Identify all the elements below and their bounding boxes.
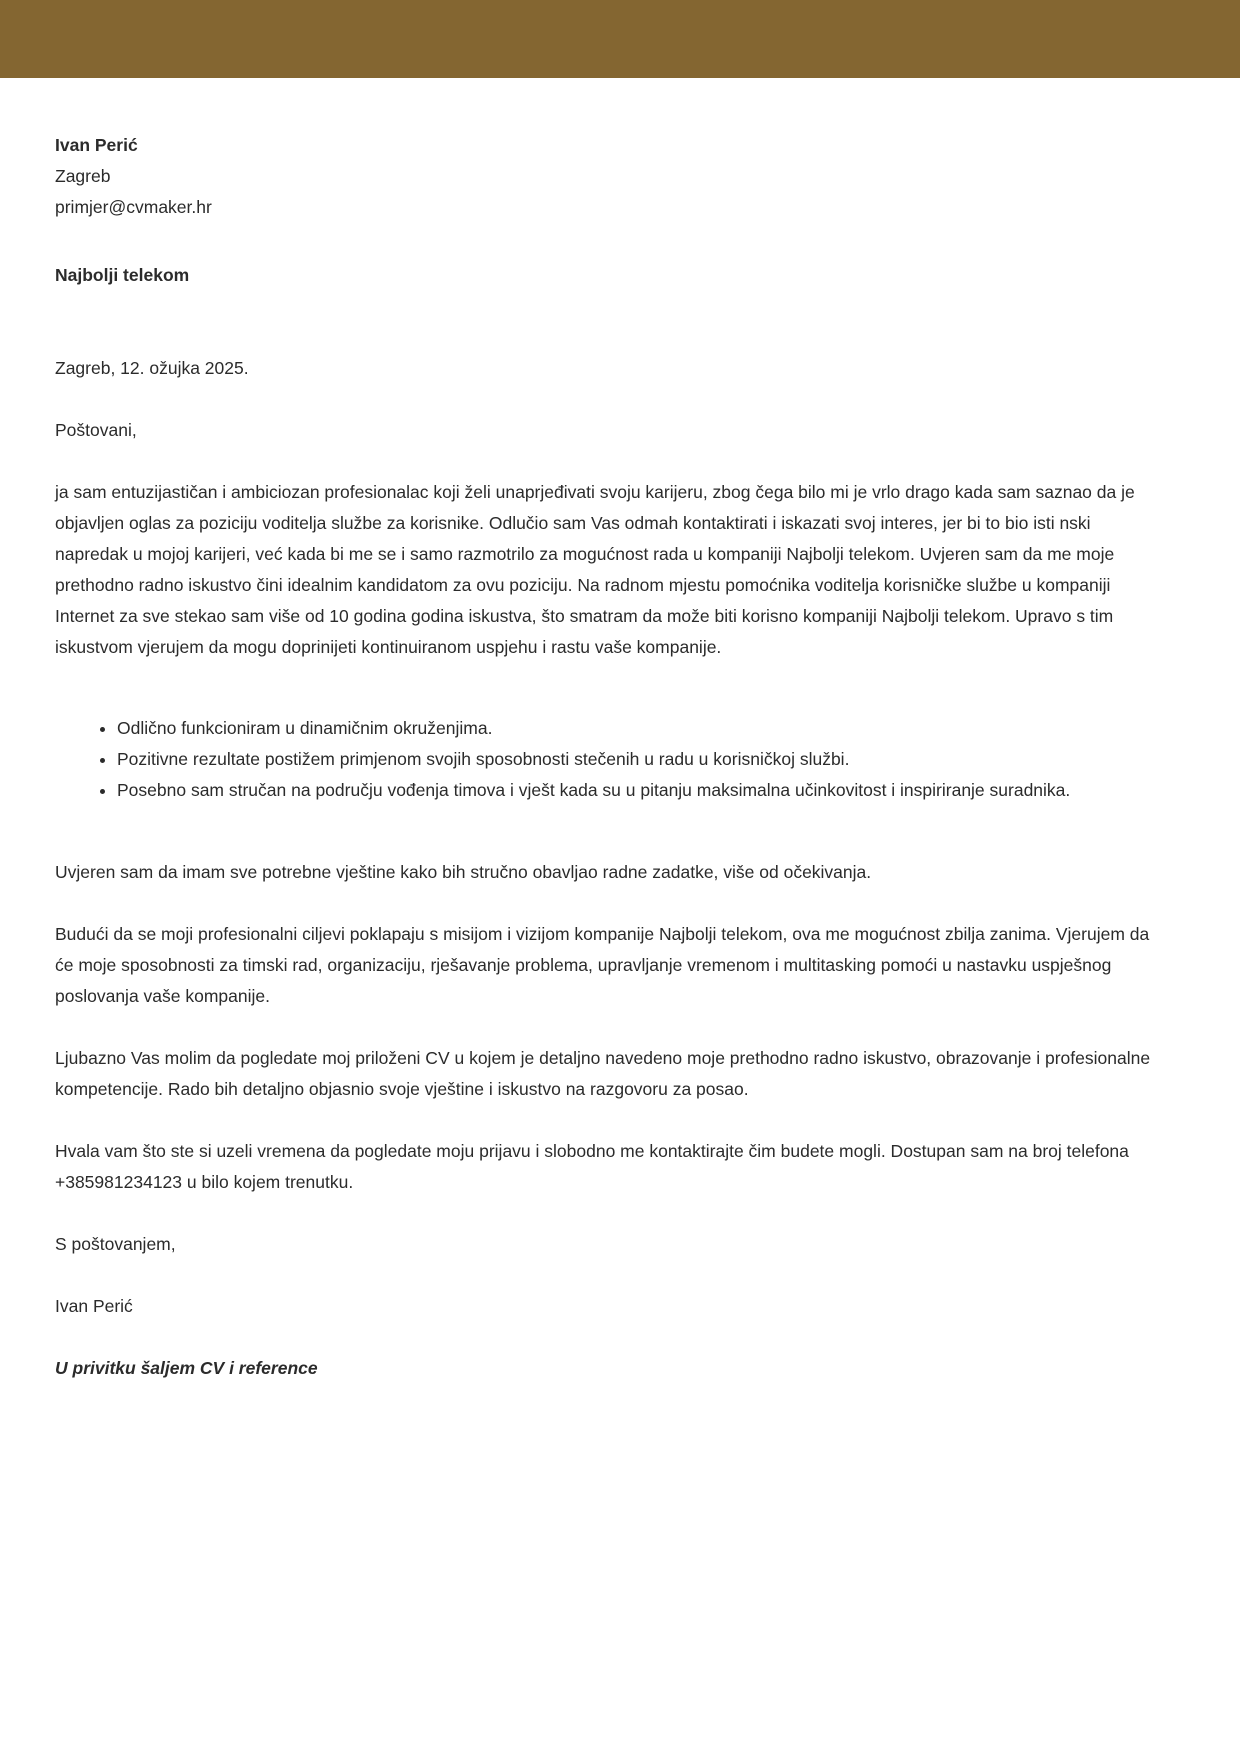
- list-item: • Posebno sam stručan na području vođenja timova i vješt kada su u pitanju maksimalna učinkovitost i inspiriranje suradnika.: [117, 775, 1165, 806]
- goals-paragraph: Budući da se moji profesionalni ciljevi poklapaju s misijom i vizijom kompanije Najbolji telekom, ova me mogućnost zbilja zanima. Vjerujem da će moje sposobnosti za timski rad, organizaciju, rješavanje problema, upravljanje vremenom i multitasking pomoći u nastavku uspješnog poslovanja vaše kompanije.: [55, 924, 1150, 1006]
- list-item: • Odlično funkcioniram u dinamičnim okruženjima.: [117, 713, 1165, 744]
- intro-paragraph: ja sam entuzijastičan i ambiciozan profesionalac koji želi unaprjeđivati svoju karijeru, zbog čega bilo mi je vrlo drago kada sam saznao da je objavljen oglas za poziciju voditelja službe za korisnike. Odlučio sam Vas odmah kontaktirati i iskazati svoj interes, jer bi to bio isti nski napredak u mojoj karijeri, već kada bi me se i samo razmotrilo za mogućnost rada u kompaniji Najbolji telekom. Uvjeren sam da me moje prethodno radno iskustvo čini idealnim kandidatom za ovu poziciju. Na radnom mjestu pomoćnika voditelja korisničke službe u kompaniji Internet za sve stekao sam više od 10 godina godina iskustva, što smatram da može biti korisno kompaniji Najbolji telekom. Upravo s tim iskustvom vjerujem da mogu doprinijeti kontinuiranom uspjehu i rastu vaše kompanije.: [55, 482, 1135, 657]
- signature-name: Ivan Perić: [55, 1296, 133, 1316]
- skills-paragraph: Uvjeren sam da imam sve potrebne vještine kako bih stručno obavljao radne zadatke, više od očekivanja.: [55, 862, 872, 882]
- salutation: Poštovani,: [55, 420, 137, 440]
- date-line: Zagreb, 12. ožujka 2025.: [55, 358, 249, 378]
- attachment-note: U privitku šaljem CV i reference: [55, 1358, 318, 1378]
- recipient-company: Najbolji telekom: [55, 265, 190, 285]
- header-accent-band: [0, 0, 1240, 78]
- sender-city: Zagreb: [55, 166, 111, 186]
- sender-name: Ivan Perić: [55, 135, 138, 155]
- strengths-list: [55, 713, 1165, 806]
- list-item: • Pozitivne rezultate postižem primjenom svojih sposobnosti stečenih u radu u korisničkoj službi.: [117, 744, 1165, 775]
- cv-paragraph: Ljubazno Vas molim da pogledate moj priloženi CV u kojem je detaljno navedeno moje prethodno radno iskustvo, obrazovanje i profesionalne kompetencije. Rado bih detaljno objasnio svoje vještine i iskustvo na razgovoru za posao.: [55, 1048, 1151, 1099]
- thanks-paragraph: Hvala vam što ste si uzeli vremena da pogledate moju prijavu i slobodno me kontaktirajte čim budete mogli. Dostupan sam na broj telefona +385981234123 u bilo kojem trenutku.: [55, 1141, 1129, 1192]
- cover-letter: [55, 130, 1165, 1384]
- closing-phrase: S poštovanjem,: [55, 1234, 176, 1254]
- sender-email: primjer@cvmaker.hr: [55, 197, 212, 217]
- sender-block: [55, 130, 1165, 223]
